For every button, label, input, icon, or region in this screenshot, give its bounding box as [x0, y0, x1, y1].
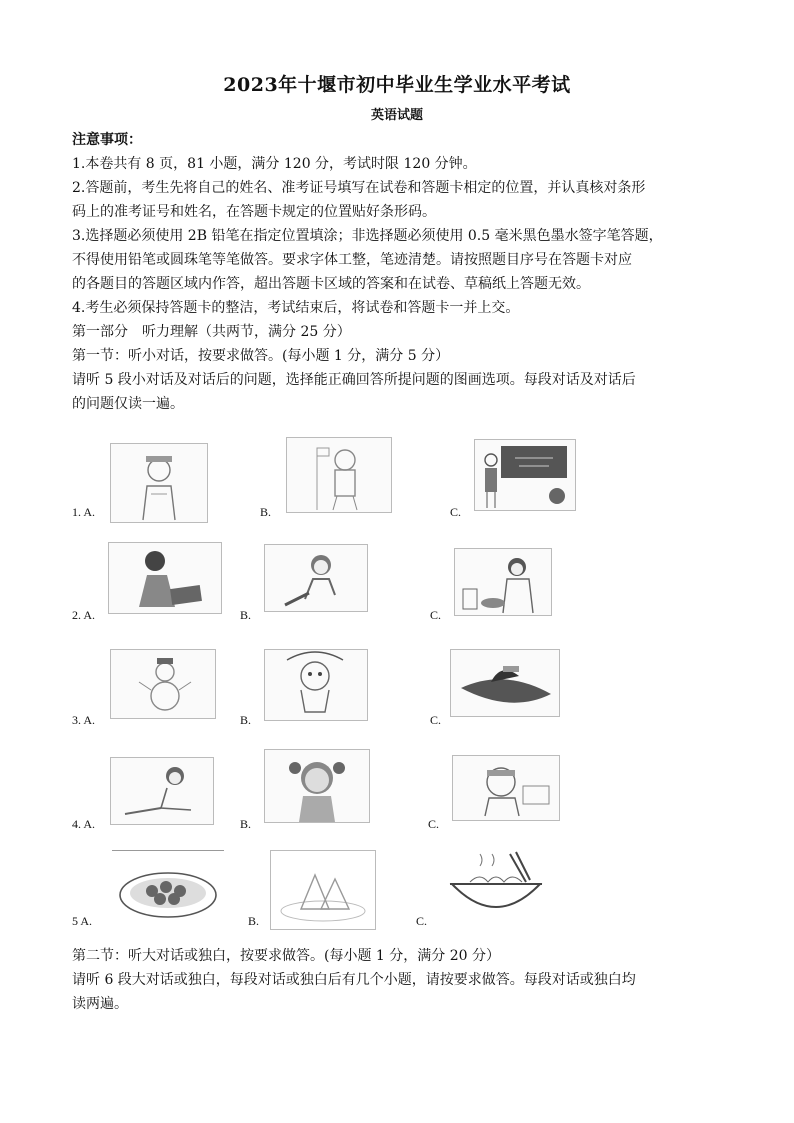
police-officer-icon: [110, 443, 208, 523]
option-label: B.: [240, 817, 252, 831]
astronaut-icon: [286, 437, 392, 513]
dumplings-icon: [112, 850, 224, 925]
option-label: B.: [260, 505, 272, 519]
teacher-blackboard-icon: [474, 439, 576, 511]
question-2: [72, 538, 732, 628]
section2-heading: 第二节：听大对话或独白，按要求做答。(每小题 1 分，满分 20 分）: [72, 948, 500, 964]
cooking-icon: [454, 548, 552, 616]
notice-heading: 注意事项：: [72, 132, 142, 148]
question-4: [72, 747, 732, 837]
option-label: B.: [248, 914, 260, 928]
notice-item: 不得使用铅笔或圆珠笔等笔做答。要求字体工整，笔迹清楚。请按照题目序号在答题卡对应: [72, 252, 632, 268]
hat-icon: [450, 649, 560, 717]
option-label: B.: [240, 608, 252, 622]
section1-instructions: 的问题仅读一遍。: [72, 396, 184, 412]
exam-subtitle: 英语试题: [370, 108, 423, 123]
question-1: [72, 437, 732, 527]
option-label: C.: [430, 713, 442, 727]
girl-headache-icon: [452, 755, 560, 821]
girl-leg-pain-icon: [110, 757, 214, 825]
notice-section: [72, 128, 732, 416]
exam-title: 2023年十堰市初中毕业生学业水平考试: [223, 74, 571, 96]
option-label: 3. A.: [72, 713, 96, 727]
option-label: B.: [240, 713, 252, 727]
boy-reading-icon: [108, 542, 222, 614]
notice-item: 3.选择题必须使用 2B 铅笔在指定位置填涂；非选择题必须使用 0.5 毫米黑色墨水签字笔答题，: [72, 228, 663, 244]
notice-item: 码上的准考证号和姓名，在答题卡规定的位置贴好条形码。: [72, 204, 436, 220]
section1-instructions: 请听 5 段小对话及对话后的问题，选择能正确回答所提问题的图画选项。每段对话及对话后: [72, 372, 636, 388]
notice-item: 4.考生必须保持答题卡的整洁，考试结束后，将试卷和答题卡一并上交。: [72, 300, 520, 316]
girl-fever-icon: [264, 749, 370, 823]
question-5: [72, 846, 732, 936]
part1-heading: 第一部分 听力理解（共两节，满分 25 分）: [72, 324, 351, 340]
girl-jump-rope-icon: [264, 649, 368, 721]
option-label: C.: [416, 914, 428, 928]
option-label: C.: [428, 817, 440, 831]
section2-instructions: 请听 6 段大对话或独白，每段对话或独白后有几个小题，请按要求做答。每段对话或独白均: [72, 972, 636, 988]
zongzi-icon: [270, 850, 376, 930]
notice-item: 2.答题前，考生先将自己的姓名、准考证号填写在试卷和答题卡相定的位置，并认真核对条形: [72, 180, 646, 196]
option-label: 5 A.: [72, 914, 93, 928]
snowman-icon: [110, 649, 216, 719]
notice-item: 的各题目的答题区域内作答，超出答题卡区域的答案和在试卷、草稿纸上答题无效。: [72, 276, 590, 292]
option-label: 4. A.: [72, 817, 96, 831]
option-label: C.: [430, 608, 442, 622]
option-label: C.: [450, 505, 462, 519]
noodles-icon: [440, 846, 552, 926]
option-label: 1. A.: [72, 505, 96, 519]
section2: [72, 944, 732, 1016]
option-label: 2. A.: [72, 608, 96, 622]
notice-item: 1.本卷共有 8 页，81 小题，满分 120 分，考试时限 120 分钟。: [72, 156, 477, 172]
question-3: [72, 643, 732, 733]
section2-instructions: 读两遍。: [72, 996, 128, 1012]
boy-drawing-icon: [264, 544, 368, 612]
section1-heading: 第一节：听小对话，按要求做答。(每小题 1 分，满分 5 分）: [72, 348, 450, 364]
